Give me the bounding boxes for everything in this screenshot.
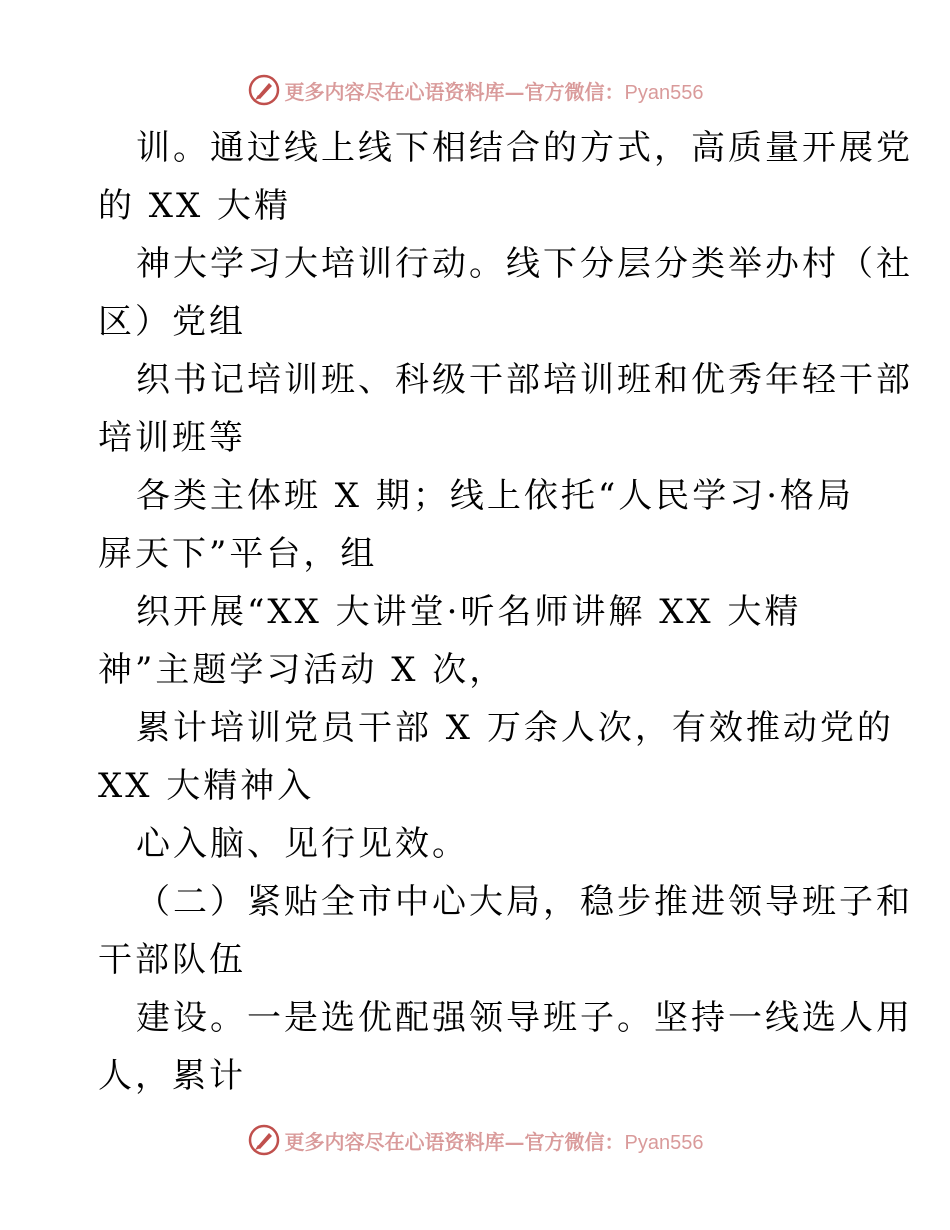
pen-nib-logo-icon	[247, 1123, 281, 1157]
header-banner-wechat-id: Pyan556	[624, 81, 704, 104]
body-line-15: 干部队伍	[98, 940, 246, 980]
body-line-9: 织开展“XX 大讲堂·听名师讲解 XX 大精	[136, 592, 802, 632]
body-line-1: 训。通过线上线下相结合的方式，高质量开展党	[136, 128, 913, 168]
body-line-10: 神”主题学习活动 X 次，	[98, 650, 507, 690]
body-line-17: 人，累计	[98, 1056, 246, 1096]
body-line-7: 各类主体班 X 期；线上依托“人民学习·格局	[136, 476, 855, 516]
body-line-8: 屏天下”平台，组	[98, 534, 378, 574]
footer-banner-wechat-id: Pyan556	[624, 1131, 704, 1154]
body-line-2: 的 XX 大精	[98, 186, 292, 226]
body-line-14: （二）紧贴全市中心大局，稳步推进领导班子和	[136, 882, 913, 922]
body-line-13: 心入脑、见行见效。	[136, 824, 469, 864]
body-line-5: 织书记培训班、科级干部培训班和优秀年轻干部	[136, 360, 913, 400]
footer-banner-label: 更多内容尽在心语资料库—官方微信：	[284, 1129, 625, 1154]
body-line-4: 区）党组	[98, 302, 246, 342]
header-banner-text	[285, 76, 704, 105]
header-banner	[0, 70, 950, 110]
body-line-12: XX 大精神入	[98, 766, 315, 806]
footer-banner	[0, 1120, 950, 1160]
body-line-11: 累计培训党员干部 X 万余人次，有效推动党的	[136, 708, 894, 748]
body-line-3: 神大学习大培训行动。线下分层分类举办村（社	[136, 244, 913, 284]
body-line-16: 建设。一是选优配强领导班子。坚持一线选人用	[136, 998, 913, 1038]
header-banner-label: 更多内容尽在心语资料库—官方微信：	[284, 79, 625, 104]
body-line-6: 培训班等	[98, 418, 246, 458]
footer-banner-text	[285, 1126, 704, 1155]
pen-nib-logo-icon	[247, 73, 281, 107]
